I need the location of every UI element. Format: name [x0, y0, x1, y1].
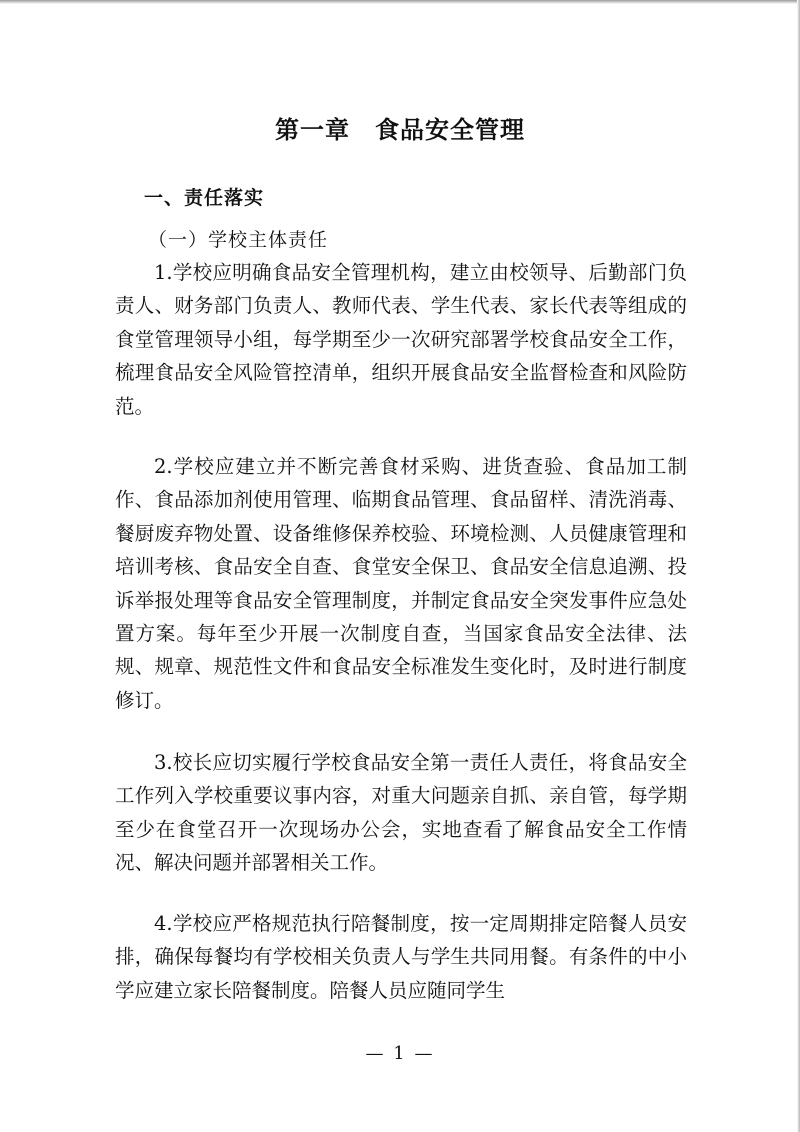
page-number: — 1 — [365, 1043, 435, 1064]
paragraph-2: 2.学校应建立并不断完善食材采购、进货查验、食品加工制作、食品添加剂使用管理、临期食品管理、食品留样、清洗消毒、餐厨废弃物处置、设备维修保养校验、环境检测、人员健康管理和培训考核、食品安全自查、食堂安全保卫、食品安全信息追溯、投诉举报处理等食品安全管理制度，并制定食品安全突发事件应急处置方案。每年至少开展一次制度自查，当国家食品安全法律、法规、规章、规范性文件和食品安全标准发生变化时，及时进行制度修订。 [115, 455, 687, 712]
paragraph-1: 1.学校应明确食品安全管理机构，建立由校领导、后勤部门负责人、财务部门负责人、教师代表、学生代表、家长代表等组成的食堂管理领导小组，每学期至少一次研究部署学校食品安全工作，梳理食品安全风险管控清单，组织开展食品安全监督检查和风险防范。 [115, 261, 687, 418]
chapter-title: 第一章 食品安全管理 [275, 116, 525, 144]
scan-edge-top [0, 0, 800, 4]
paragraph-4: 4.学校应严格规范执行陪餐制度，按一定周期排定陪餐人员安排，确保每餐均有学校相关负责人与学生共同用餐。有条件的中小学应建立家长陪餐制度。陪餐人员应随同学生 [115, 912, 687, 1002]
section-heading: 一、责任落实 [144, 187, 265, 209]
subsection-heading: （一）学校主体责任 [148, 229, 329, 251]
paragraph-3: 3.校长应切实履行学校食品安全第一责任人责任，将食品安全工作列入学校重要议事内容，对重大问题亲自抓、亲自管，每学期至少在食堂召开一次现场办公会，实地查看了解食品安全工作情况、解决问题并部署相关工作。 [115, 751, 687, 875]
